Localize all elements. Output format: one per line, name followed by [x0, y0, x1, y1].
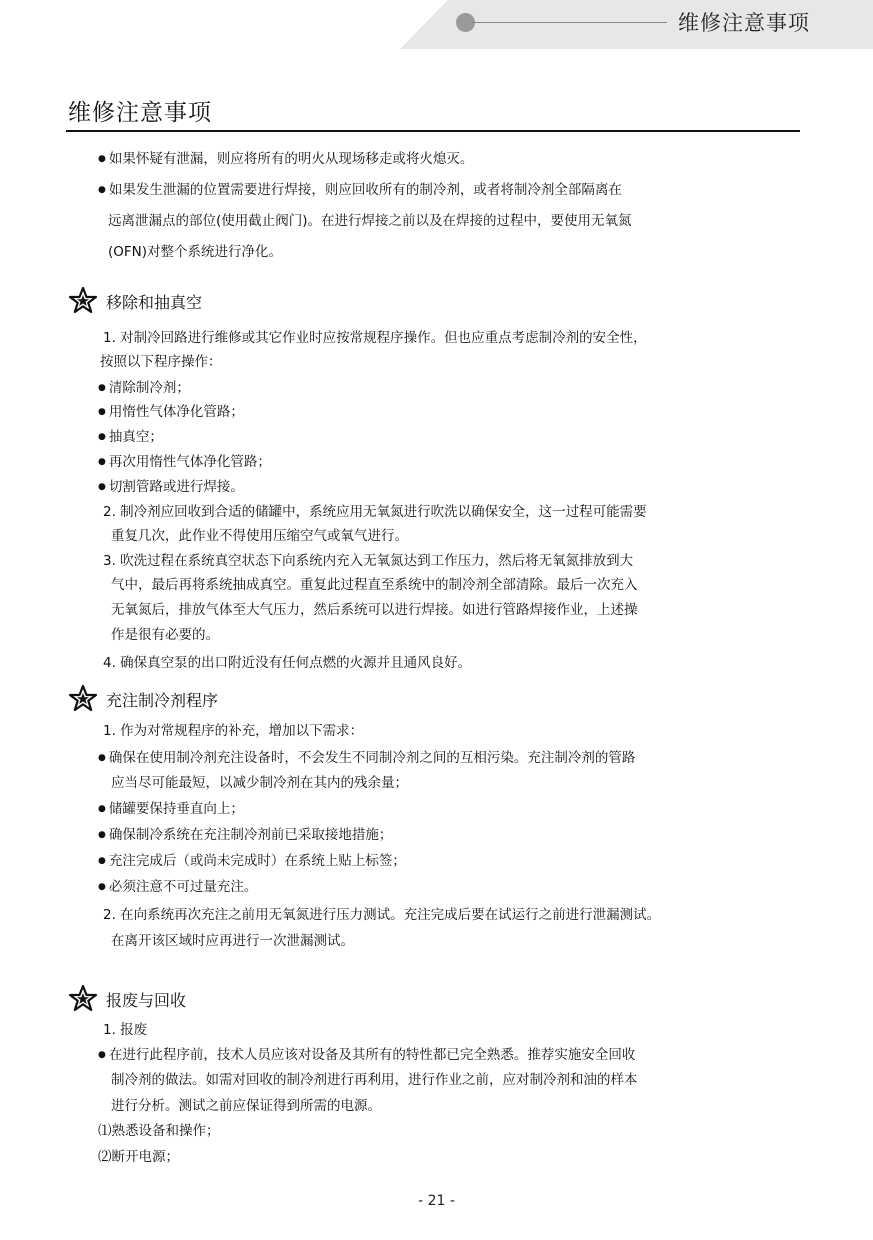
section3-bullet: ● 在进行此程序前，技术人员应该对设备及其所有的特性都已完全熟悉。推荐实施安全回收 — [98, 1046, 635, 1064]
section3-line: ⑵断开电源； — [98, 1149, 179, 1165]
header-line — [472, 22, 667, 23]
section3-line: 制冷剂的做法。如需对回收的制冷剂进行再利用，进行作业之前，应对制冷剂和油的样本 — [111, 1072, 638, 1088]
section-title: 移除和抽真空 — [106, 293, 203, 312]
section1-line: 1. 对制冷回路进行维修或其它作业时应按常规程序操作。但也应重点考虑制冷剂的安全性， — [103, 330, 647, 346]
section2-line: 在离开该区域时应再进行一次泄漏测试。 — [111, 933, 354, 949]
section2-bullet: ● 储罐要保持垂直向上； — [98, 800, 244, 818]
intro-bullet: ● 如果发生泄漏的位置需要进行焊接，则应回收所有的制冷剂，或者将制冷剂全部隔离在 — [98, 181, 622, 199]
section-title: 充注制冷剂程序 — [106, 691, 219, 710]
star-icon — [68, 984, 98, 1012]
section-heading-disposal — [68, 984, 186, 1012]
section2-line: 应当尽可能最短，以减少制冷剂在其内的残余量； — [111, 775, 408, 791]
star-icon — [68, 684, 98, 712]
header-title: 维修注意事项 — [678, 11, 810, 35]
section2-bullet: ● 必须注意不可过量充注。 — [98, 878, 257, 896]
intro-line: 远离泄漏点的部位(使用截止阀门)。在进行焊接之前以及在焊接的过程中，要使用无氧氮 — [108, 213, 632, 229]
section3-line: ⑴熟悉设备和操作； — [98, 1123, 220, 1139]
intro-line: (OFN)对整个系统进行净化。 — [108, 244, 283, 260]
section-title: 报废与回收 — [106, 991, 187, 1010]
section3-line: 1. 报废 — [103, 1022, 148, 1038]
section1-line: 4. 确保真空泵的出口附近没有任何点燃的火源并且通风良好。 — [103, 655, 472, 671]
section1-line: 无氧氮后，排放气体至大气压力，然后系统可以进行焊接。如进行管路焊接作业，上述操 — [111, 602, 638, 618]
section1-line: 作是很有必要的。 — [111, 627, 219, 643]
section2-bullet: ● 确保在使用制冷剂充注设备时，不会发生不同制冷剂之间的互相污染。充注制冷剂的管路 — [98, 749, 635, 767]
section3-line: 进行分析。测试之前应保证得到所需的电源。 — [111, 1098, 381, 1114]
section2-line: 1. 作为对常规程序的补充，增加以下需求： — [103, 723, 364, 739]
section2-bullet: ● 充注完成后（或尚未完成时）在系统上贴上标签； — [98, 852, 406, 870]
section1-line: 2. 制冷剂应回收到合适的储罐中，系统应用无氧氮进行吹洗以确保安全，这一过程可能需要 — [103, 504, 647, 520]
section1-bullet: ● 抽真空； — [98, 428, 163, 446]
section1-line: 气中，最后再将系统抽成真空。重复此过程直至系统中的制冷剂全部清除。最后一次充入 — [111, 577, 638, 593]
section2-line: 2. 在向系统再次充注之前用无氧氮进行压力测试。充注完成后要在试运行之前进行泄漏测试。 — [103, 907, 661, 923]
section1-bullet: ● 用惰性气体净化管路； — [98, 403, 244, 421]
section1-bullet: ● 切割管路或进行焊接。 — [98, 478, 244, 496]
page-number: - 21 - — [418, 1193, 455, 1209]
section-heading-charging — [68, 684, 218, 712]
section1-line: 重复几次，此作业不得使用压缩空气或氧气进行。 — [111, 528, 408, 544]
section-heading-evacuation — [68, 286, 202, 314]
section1-line: 按照以下程序操作： — [100, 354, 222, 370]
section1-bullet: ● 再次用惰性气体净化管路； — [98, 453, 271, 471]
section1-bullet: ● 清除制冷剂； — [98, 379, 190, 397]
page-title: 维修注意事项 — [68, 100, 212, 126]
intro-bullet: ● 如果怀疑有泄漏，则应将所有的明火从现场移走或将火熄灭。 — [98, 150, 473, 168]
section1-line: 3. 吹洗过程在系统真空状态下向系统内充入无氧氮达到工作压力，然后将无氧氮排放到大 — [103, 553, 634, 569]
section2-bullet: ● 确保制冷系统在充注制冷剂前已采取接地措施； — [98, 826, 392, 844]
star-icon — [68, 286, 98, 314]
title-rule — [66, 130, 800, 132]
